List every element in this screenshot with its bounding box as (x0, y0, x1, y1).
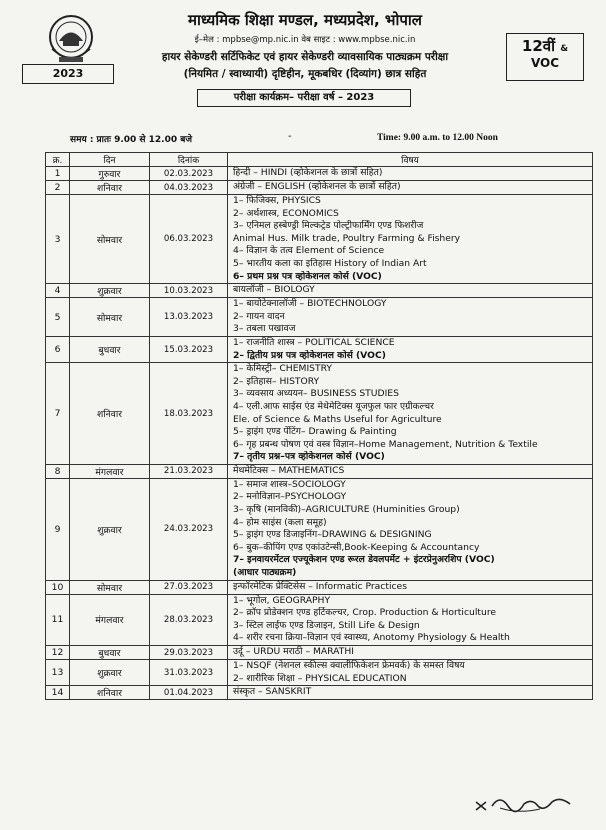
table-row (46, 594, 593, 645)
row-subjects (228, 686, 593, 700)
subject-line: 1– फिजिक्स, PHYSICS (233, 195, 321, 206)
row-day: सोमवार (70, 298, 150, 337)
table-row (46, 284, 593, 298)
header-serial: क्र. (46, 153, 70, 167)
row-subjects (228, 336, 593, 362)
subject-line: 2– क्रॉप प्रोडेक्शन एण्ड हर्टिकल्चर, Crop. Production & Horticulture (233, 607, 497, 619)
row-date: 01.04.2023 (150, 686, 228, 700)
subject-line: 7– इनवायरमेंटल एज्यूकेशन एण्ड रूरल डेवलपमेंट + इंटरप्रेनुअरशिप (VOC) (233, 554, 495, 566)
subject-line: 2– इतिहास– HISTORY (233, 375, 320, 387)
board-emblem-icon (44, 14, 98, 64)
row-date: 28.03.2023 (150, 594, 228, 645)
row-subjects (228, 195, 593, 284)
subject-line: 4– होम साइंस (कला समूह) (233, 516, 327, 528)
subject-line: 3– एनिमल हस्बेण्ड्री मिल्कट्रेड पोल्ट्रीफार्मिंग एण्ड फिशरीज (233, 220, 424, 232)
row-subjects (228, 660, 593, 686)
row-serial: 7 (46, 363, 70, 465)
table-row (46, 686, 593, 700)
row-day: बुधवार (70, 336, 150, 362)
subject-line: 7– तृतीय प्रश्न–पत्र व्होकेशनल कोर्स (VOC) (233, 451, 385, 463)
row-day: सोमवार (70, 580, 150, 594)
header-subject: विषय (228, 153, 593, 167)
row-subjects (228, 580, 593, 594)
header-date: दिनांक (150, 153, 228, 167)
contact-line: ई–मेल : mpbse@mp.nic.in वेब साइट : www.mpbse.nic.in (194, 35, 416, 45)
row-subjects (228, 594, 593, 645)
row-day: शनिवार (70, 181, 150, 195)
table-row (46, 181, 593, 195)
row-date: 29.03.2023 (150, 646, 228, 660)
class-main: 12वीं (521, 37, 555, 55)
subject-line: 3– स्टिल लाईफ एण्ड डिजाइन, Still Life & Design (233, 619, 420, 631)
row-day: शुक्रवार (70, 284, 150, 298)
row-subjects (228, 478, 593, 580)
time-english: Time: 9.00 a.m. to 12.00 Noon (377, 133, 498, 143)
exam-title-line1: हायर सेकेण्डरी सर्टिफिकेट एवं हायर सेकेण्डरी व्यावसायिक पाठ्यक्रम परीक्षा (161, 51, 449, 63)
subject-line: 5– भारतीय कला का इतिहास History of Indian Art (233, 257, 427, 269)
table-row (46, 646, 593, 660)
subject-line: 4– शरीर रचना क्रिया–विज्ञान एवं स्वास्थ्य, Anotomy Physiology & Health (233, 632, 510, 644)
subject-line: 6– प्रथम प्रश्न पत्र व्होकेशनल कोर्स (VOC) (233, 270, 382, 282)
class-sub: VOC (530, 56, 560, 70)
subject-line: 5– ड्राइंग एण्ड पेंटिंग– Drawing & Painting (233, 426, 397, 438)
row-serial: 11 (46, 594, 70, 645)
table-row (46, 660, 593, 686)
row-date: 04.03.2023 (150, 181, 228, 195)
row-serial: 9 (46, 478, 70, 580)
row-day: शनिवार (70, 686, 150, 700)
subject-line: 1– राजनीति शास्त्र – POLITICAL SCIENCE (233, 336, 395, 348)
time-dash: - (288, 131, 292, 142)
table-row (46, 478, 593, 580)
row-serial: 1 (46, 167, 70, 181)
row-subjects (228, 646, 593, 660)
subject-line: Animal Hus. Milk trade, Poultry Farming & Fishery (233, 232, 461, 244)
row-date: 13.03.2023 (150, 298, 228, 337)
row-day: सोमवार (70, 195, 150, 284)
subject-line: 1– समाज शास्त्र–SOCIOLOGY (233, 478, 346, 490)
exam-title-line2: (नियमित / स्वाध्यायी) दृष्टिहीन, मूकबधिर (दिव्यांग) छात्र सहित (183, 68, 427, 80)
table-row (46, 580, 593, 594)
programme-box: परीक्षा कार्यक्रम– परीक्षा वर्ष – 2023 (197, 89, 411, 107)
table-header-row (46, 153, 593, 167)
row-subjects (228, 181, 593, 195)
header-day: दिन (70, 153, 150, 167)
subject-line: Ele. of Science & Maths Useful for Agriculture (233, 413, 442, 425)
row-serial: 3 (46, 195, 70, 284)
subject-line: अंग्रेजी – ENGLISH (व्होकेशनल के छात्रों सहित) (233, 181, 401, 193)
row-serial: 12 (46, 646, 70, 660)
row-day: बुधवार (70, 646, 150, 660)
subject-line: संस्कृत – SANSKRIT (233, 686, 312, 698)
subject-line: 4– एली.आफ साईस एंड मेथेमेटिक्स यूजफुल फार एग्रीकल्चर (233, 400, 434, 412)
row-day: गुरुवार (70, 167, 150, 181)
row-serial: 13 (46, 660, 70, 686)
row-serial: 5 (46, 298, 70, 337)
subject-line: 3– तबला पखावज (233, 323, 296, 335)
subject-line: (आधार पाठ्यक्रम) (233, 567, 297, 579)
subject-line: 1– NSQF (नेशनल स्कील्स क्वालीफिकेशन फ्रेमवर्क) के समस्त विषय (233, 660, 465, 671)
class-box (506, 33, 584, 81)
row-date: 15.03.2023 (150, 336, 228, 362)
row-serial: 2 (46, 181, 70, 195)
subject-line: बायलॉजी – BIOLOGY (233, 284, 315, 296)
table-row (46, 336, 593, 362)
row-serial: 4 (46, 284, 70, 298)
subject-line: 6– बुक–कीपिंग एण्ड एकांउटेन्सी,Book-Keeping & Accountancy (233, 541, 480, 553)
row-date: 06.03.2023 (150, 195, 228, 284)
subject-line: 4– विज्ञान के तत्व Element of Science (233, 245, 385, 257)
row-serial: 14 (46, 686, 70, 700)
row-serial: 8 (46, 464, 70, 478)
row-subjects (228, 284, 593, 298)
row-date: 24.03.2023 (150, 478, 228, 580)
subject-line: 2– द्वितीय प्रश्न पत्र व्होकेशनल कोर्स (VOC) (233, 349, 386, 361)
subject-line: 2– अर्थशास्त्र, ECONOMICS (233, 207, 339, 219)
table-body (46, 167, 593, 700)
subject-line: मेथमेटिक्स – MATHEMATICS (233, 465, 345, 477)
row-day: शुक्रवार (70, 478, 150, 580)
subject-line: 3– व्यवसाय अध्ययन– BUSINESS STUDIES (233, 388, 399, 400)
board-title: माध्यमिक शिक्षा मण्डल, मध्यप्रदेश, भोपाल (188, 11, 422, 29)
subject-line: इन्फॉरमेटिक प्रेक्टिसेस – Informatic Practices (233, 580, 407, 592)
row-subjects (228, 167, 593, 181)
table-row (46, 298, 593, 337)
row-date: 21.03.2023 (150, 464, 228, 478)
subject-line: 2– शारीरिक शिक्षा – PHYSICAL EDUCATION (233, 672, 407, 684)
row-date: 02.03.2023 (150, 167, 228, 181)
time-hindi: समय : प्रातः 9.00 से 12.00 बजे (70, 135, 193, 145)
row-serial: 6 (46, 336, 70, 362)
row-day: शुक्रवार (70, 660, 150, 686)
row-date: 27.03.2023 (150, 580, 228, 594)
row-day: मंगलवार (70, 464, 150, 478)
subject-line: उर्दू – URDU मराठी – MARATHI (233, 646, 354, 658)
subject-line: 2– मनोविज्ञान–PSYCHOLOGY (233, 491, 347, 503)
subject-line: 1– केमिस्ट्री– CHEMISTRY (233, 363, 333, 375)
class-amp: & (560, 44, 569, 54)
row-date: 18.03.2023 (150, 363, 228, 465)
subject-line: 2– गायन वादन (233, 310, 285, 322)
table-row (46, 195, 593, 284)
table-row (46, 363, 593, 465)
row-date: 31.03.2023 (150, 660, 228, 686)
row-serial: 10 (46, 580, 70, 594)
subject-line: हिन्दी – HINDI (व्होकेशनल के छात्रों सहित) (233, 167, 383, 179)
table-row (46, 464, 593, 478)
row-subjects (228, 464, 593, 478)
row-date: 10.03.2023 (150, 284, 228, 298)
row-subjects (228, 298, 593, 337)
table-row (46, 167, 593, 181)
row-subjects (228, 363, 593, 465)
subject-line: 3– कृषि (मानविकी)–AGRICULTURE (Huminities Group) (233, 504, 460, 516)
signature-mark (470, 790, 580, 820)
subject-line: 1– भूगोल, GEOGRAPHY (233, 594, 331, 606)
subject-line: 6– गृह प्रबन्ध पोषण एवं वस्त्र विज्ञान–Home Management, Nutrition & Textile (233, 438, 538, 450)
schedule-table (45, 152, 593, 700)
row-day: शनिवार (70, 363, 150, 465)
subject-line: 5– ड्राइंग एण्ड डिजाइनिंग–DRAWING & DESIGNING (233, 529, 432, 541)
year-box: 2023 (22, 64, 114, 84)
row-day: मंगलवार (70, 594, 150, 645)
subject-line: 1– बायोटेक्नालॉजी – BIOTECHNOLOGY (233, 298, 387, 310)
